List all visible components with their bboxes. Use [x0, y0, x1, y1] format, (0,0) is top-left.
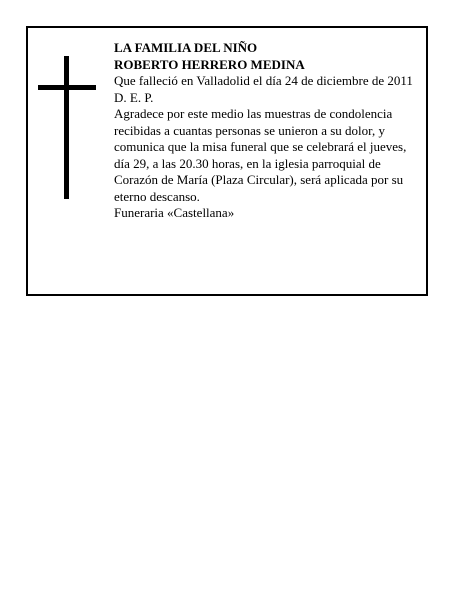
obituary-notice — [26, 26, 428, 296]
cross-vertical-bar — [64, 56, 69, 199]
death-statement: Que falleció en Valladolid el día 24 de diciembre de 2011 — [114, 73, 413, 88]
cross-icon — [38, 56, 96, 199]
family-heading: LA FAMILIA DEL NIÑO — [114, 40, 258, 55]
dep-text: D. E. P. — [114, 89, 154, 105]
acknowledgement-paragraph: Agradece por este medio las muestras de condolencia recibidas a cuantas personas se unieron a su dolor, y comunica que la misa funeral que se celebrará el jueves, día 29, a las 20.30 horas, en la iglesia parroquial de Corazón de María (Plaza Circular), será aplicada por su eterno descanso. — [114, 106, 407, 204]
funeral-home-signature: Funeraria «Castellana» — [114, 205, 235, 220]
notice-text-block — [114, 40, 420, 222]
deceased-name: ROBERTO HERRERO MEDINA — [114, 56, 305, 72]
cross-horizontal-bar — [38, 85, 96, 90]
